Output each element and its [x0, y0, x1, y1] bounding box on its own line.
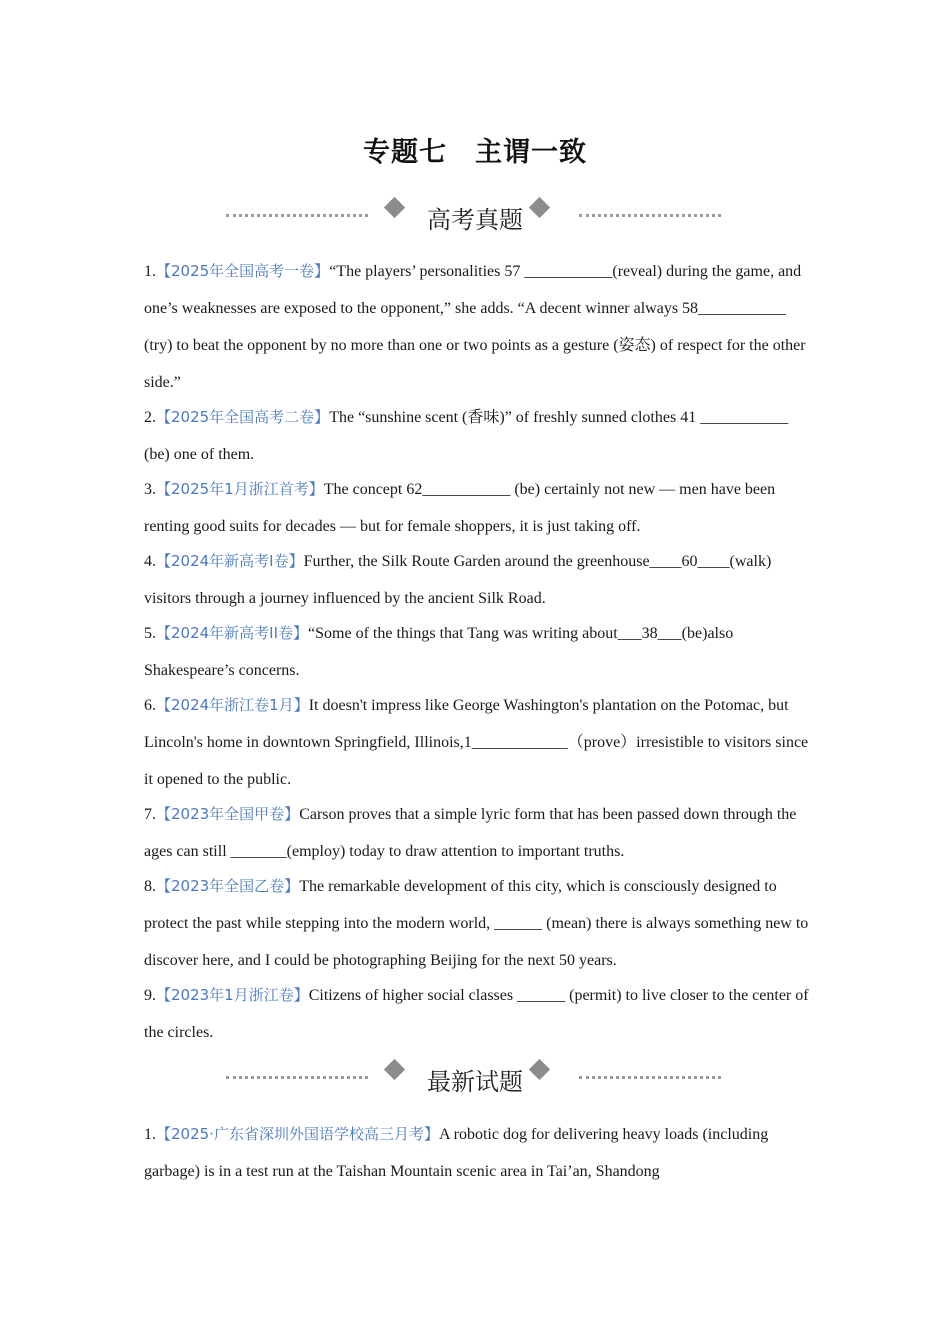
section-header-gaokao [0, 196, 950, 236]
question-item: 6.【2024年浙江卷1月】It doesn't impress like George Washington's plantation on the Potomac, but Lincoln's home in downtown Springfield, Illinois,1____________（prove）irresistible to visitors since it opened to the public. [144, 696, 809, 788]
question-item: 1.【2025年全国高考一卷】“The players’ personalities 57 ___________(reveal) during the game, and one’s weaknesses are exposed to the opponent,” she adds. “A decent winner always 58___________ (try) to beat the opponent by no more than one or two points as a gesture (姿态) of respect for the other side.” [144, 262, 806, 391]
question-text: The “sunshine scent (香味)” of freshly sunned clothes 41 ___________ (be) one of them. [144, 409, 789, 463]
question-text: The concept 62___________ (be) certainly not new — men have been renting good suits for decades — but for female shoppers, it is just taking off. [144, 481, 776, 535]
question-list-latest [144, 1116, 809, 1188]
question-item: 3.【2025年1月浙江首考】The concept 62___________ (be) certainly not new — men have been renting good suits for decades — but for female shoppers, it is just taking off. [144, 480, 776, 535]
question-item: 7.【2023年全国甲卷】Carson proves that a simple lyric form that has been passed down through the ages can still _______(employ) today to draw attention to important truths. [144, 805, 797, 860]
question-source: 【2025年全国高考一卷】 [156, 262, 330, 280]
question-text: “The players’ personalities 57 ___________(reveal) during the game, and one’s weaknesses are exposed to the opponent,” she adds. “A decent winner always 58___________ (try) to beat the opponent by no more than one or two points as a gesture (姿态) of respect for the other side.” [144, 263, 806, 391]
question-item: 9.【2023年1月浙江卷】Citizens of higher social classes ______ (permit) to live closer to the center of the circles. [144, 986, 809, 1041]
question-source: 【2024年新高考I卷】 [156, 552, 304, 570]
question-text: Further, the Silk Route Garden around the greenhouse____60____(walk) visitors through a journey influenced by the ancient Silk Road. [144, 553, 772, 607]
question-text: A robotic dog for delivering heavy loads (including garbage) is in a test run at the Taishan Mountain scenic area in Tai’an, Shandong [144, 1126, 769, 1180]
dotted-divider-right [579, 214, 721, 217]
question-source: 【2023年全国甲卷】 [156, 805, 300, 823]
question-source: 【2025·广东省深圳外国语学校高三月考】 [156, 1125, 439, 1143]
question-source: 【2025年1月浙江首考】 [156, 480, 324, 498]
question-text: Citizens of higher social classes ______ (permit) to live closer to the center of the circles. [144, 987, 809, 1041]
question-item: 5.【2024年新高考II卷】“Some of the things that Tang was writing about___38___(be)also Shakespeare’s concerns. [144, 624, 734, 679]
question-text: It doesn't impress like George Washington's plantation on the Potomac, but Lincoln's home in downtown Springfield, Illinois,1____________（prove）irresistible to visitors since it opened to the public. [144, 697, 809, 788]
question-list-gaokao [144, 253, 809, 1049]
question-text: “Some of the things that Tang was writing about___38___(be)also Shakespeare’s concerns. [144, 625, 734, 679]
question-source: 【2023年1月浙江卷】 [156, 986, 309, 1004]
question-item: 8.【2023年全国乙卷】The remarkable development of this city, which is consciously designed to protect the past while stepping into the modern world, ______ (mean) there is always something new to discover here, and I could be photographing Beijing for the next 50 years. [144, 877, 809, 969]
question-item: 2.【2025年全国高考二卷】The “sunshine scent (香味)” of freshly sunned clothes 41 ___________ (be) one of them. [144, 408, 789, 463]
question-item: 4.【2024年新高考I卷】Further, the Silk Route Garden around the greenhouse____60____(walk) visitors through a journey influenced by the ancient Silk Road. [144, 552, 772, 607]
question-text: Carson proves that a simple lyric form that has been passed down through the ages can still _______(employ) today to draw attention to important truths. [144, 806, 797, 860]
question-source: 【2023年全国乙卷】 [156, 877, 300, 895]
section-title: 最新试题 [427, 1068, 523, 1096]
question-item: 1.【2025·广东省深圳外国语学校高三月考】A robotic dog for delivering heavy loads (including garbage) is in a test run at the Taishan Mountain scenic area in Tai’an, Shandong [144, 1125, 769, 1180]
page-title: 专题七 主谓一致 [363, 137, 587, 168]
question-source: 【2024年浙江卷1月】 [156, 696, 309, 714]
question-source: 【2024年新高考II卷】 [156, 624, 309, 642]
section-title: 高考真题 [427, 206, 523, 234]
question-text: The remarkable development of this city, which is consciously designed to protect the past while stepping into the modern world, ______ (mean) there is always something new to discover here, and I could be photographing Beijing for the next 50 years. [144, 878, 809, 969]
question-source: 【2025年全国高考二卷】 [156, 408, 330, 426]
section-header-latest [0, 1058, 950, 1098]
dotted-divider-right [579, 1076, 721, 1079]
